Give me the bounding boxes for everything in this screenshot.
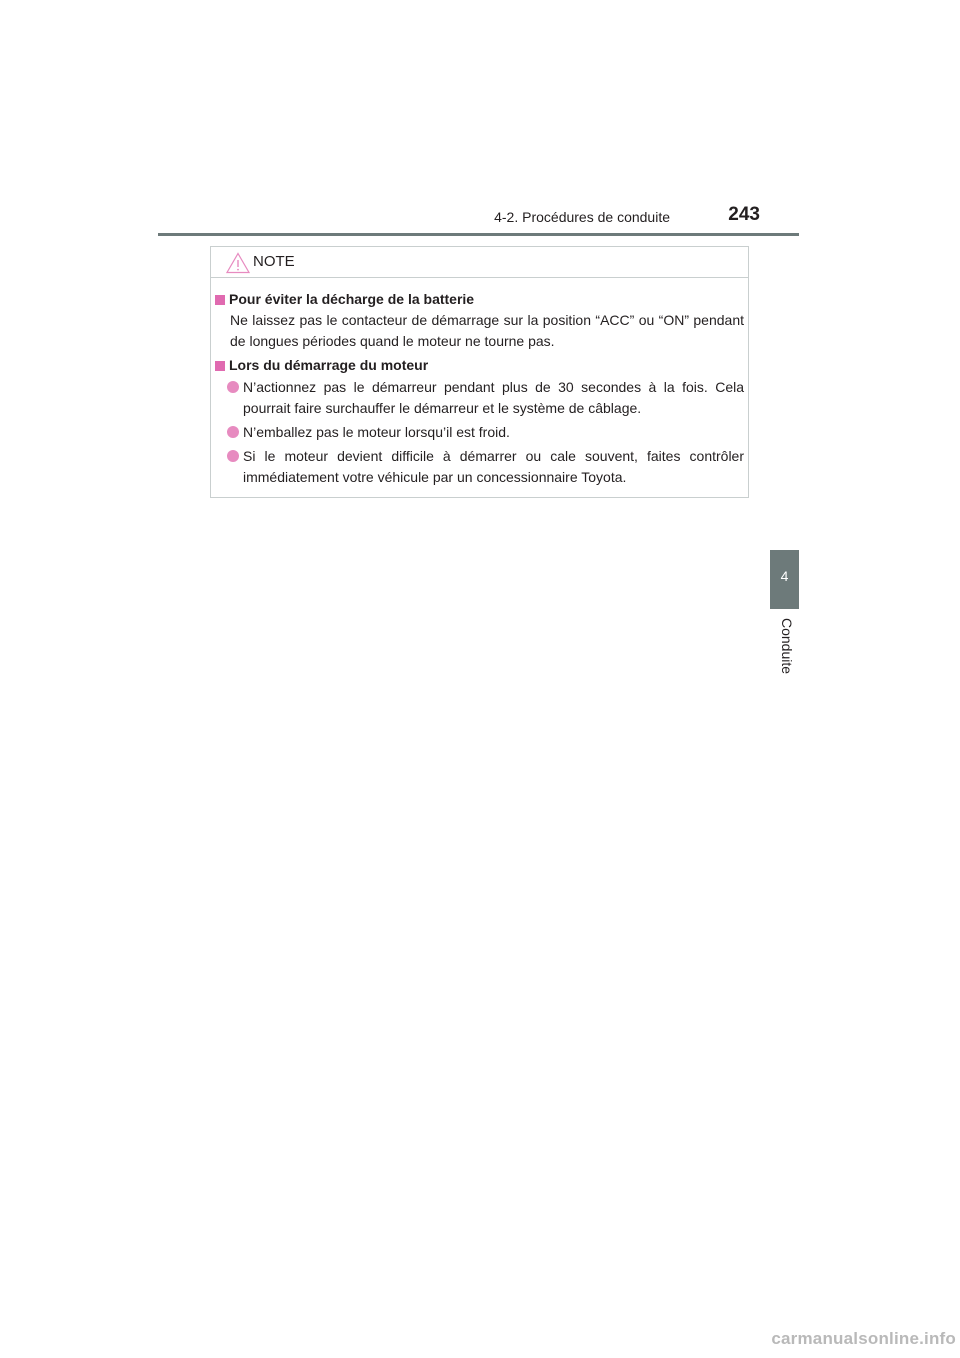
list-item — [227, 377, 744, 419]
square-bullet-icon — [215, 361, 225, 371]
warning-icon — [226, 252, 250, 274]
chapter-label: Conduite — [779, 618, 795, 675]
circle-bullet-icon — [227, 426, 239, 438]
square-bullet-icon — [215, 295, 225, 305]
header-section-title: 4-2. Procédures de conduite — [494, 209, 670, 225]
section-heading-battery — [215, 291, 474, 307]
chapter-tab — [770, 550, 799, 609]
section-heading-start — [215, 357, 428, 373]
list-item — [227, 422, 744, 443]
circle-bullet-icon — [227, 450, 239, 462]
header-rule — [158, 233, 799, 236]
note-box — [210, 246, 749, 498]
section-heading-text: Lors du démarrage du moteur — [229, 357, 429, 373]
list-item — [227, 446, 744, 488]
list-item-text: Si le moteur devient difficile à démarrer ou cale souvent, faites contrôler immédiatement votre véhicule par un concessionnaire Toyota. — [243, 448, 744, 485]
battery-paragraph: Ne laissez pas le contacteur de démarrage sur la position “ACC” ou “ON” pendant de longues périodes quand le moteur ne tourne pas. — [230, 312, 744, 349]
list-item-text: N’actionnez pas le démarreur pendant plus de 30 secondes à la fois. Cela pourrait faire surchauffer le démarreur et le système de câblage. — [243, 379, 744, 416]
circle-bullet-icon — [227, 381, 239, 393]
chapter-number: 4 — [780, 568, 789, 584]
page-number: 243 — [728, 204, 760, 225]
note-title: NOTE — [253, 253, 295, 270]
section-heading-text: Pour éviter la décharge de la batterie — [229, 291, 475, 307]
watermark: carmanualsonline.info — [771, 1329, 956, 1348]
list-item-text: N’emballez pas le moteur lorsqu’il est froid. — [243, 424, 510, 440]
note-header — [211, 247, 748, 278]
